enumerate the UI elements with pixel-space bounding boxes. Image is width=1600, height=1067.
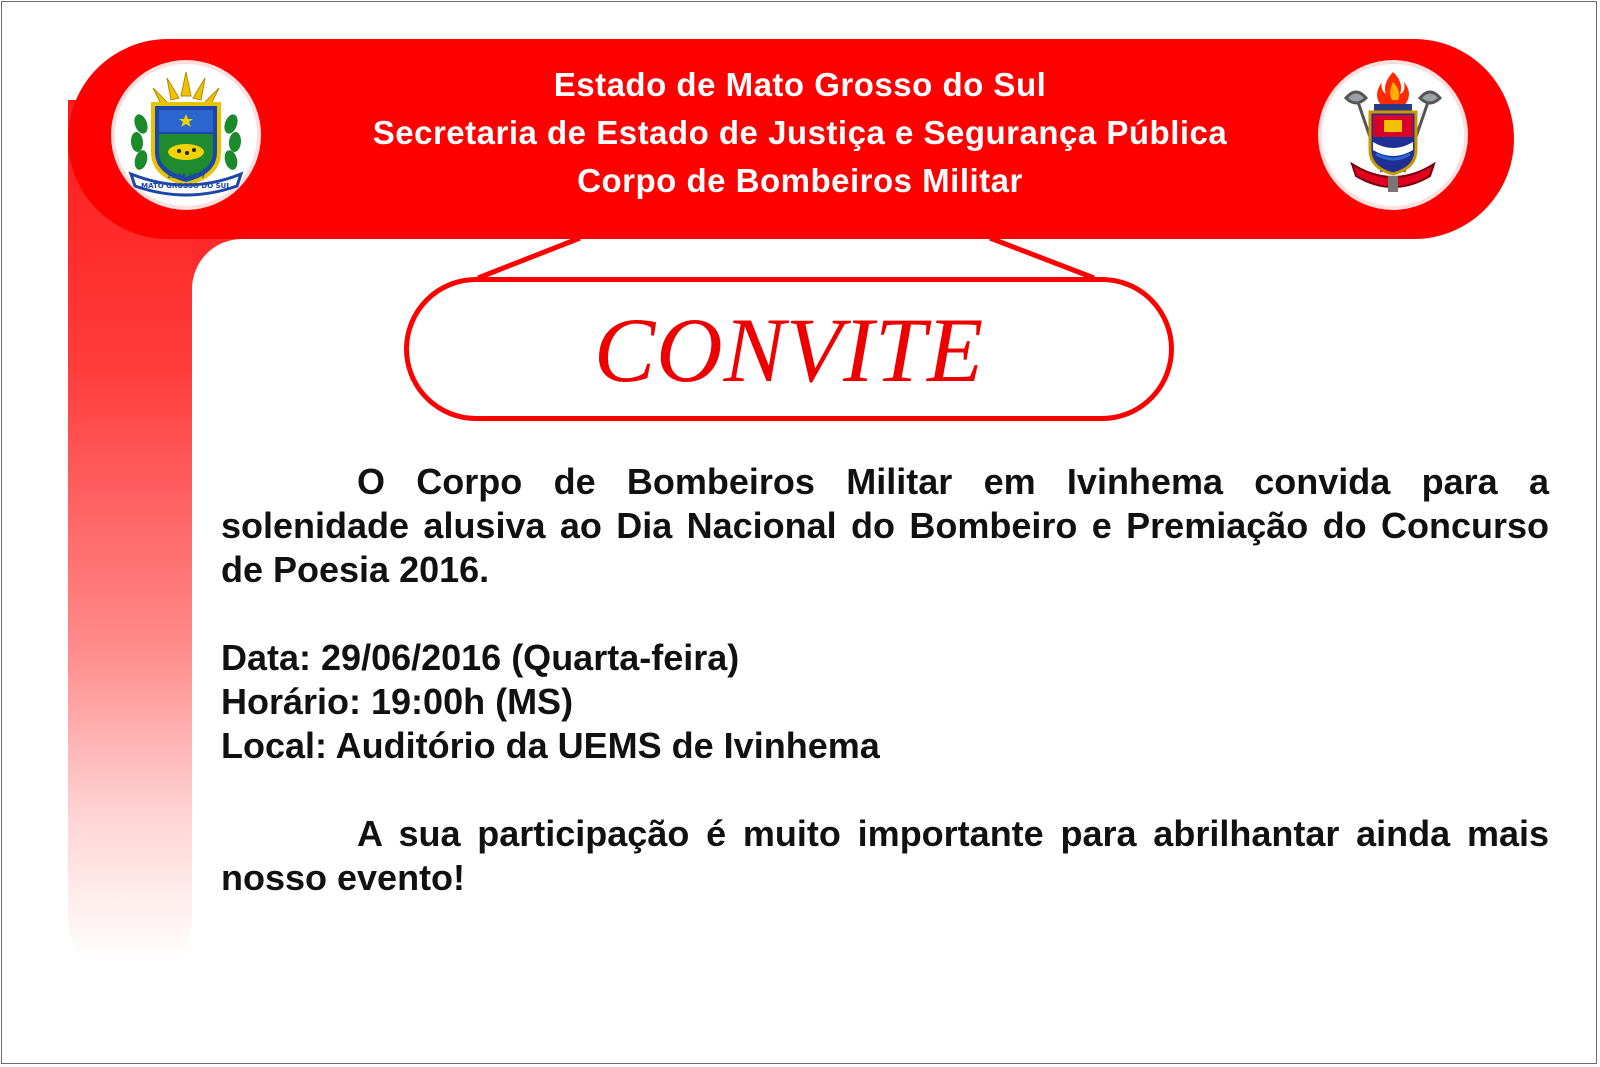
- header-line-state: Estado de Mato Grosso do Sul: [553, 66, 1047, 103]
- event-details: [221, 636, 1549, 768]
- header-line-bombeiros: Corpo de Bombeiros Militar: [577, 162, 1023, 199]
- event-time: Horário: 19:00h (MS): [221, 681, 574, 722]
- invitation-paragraph: O Corpo de Bombeiros Militar em Ivinhema convida para a solenidade alusiva ao Dia Nacional do Bombeiro e Premiação do Concurso de Poesia 2016.: [221, 461, 1549, 590]
- closing-paragraph: A sua participação é muito importante para abrilhantar ainda mais nosso evento!: [221, 813, 1549, 898]
- connector-line-left: [478, 238, 580, 278]
- convite-title: CONVITE: [593, 299, 985, 401]
- seal-ribbon-text: MATO GROSSO DO SUL: [141, 182, 231, 190]
- event-date: Data: 29/06/2016 (Quarta-feira): [221, 637, 740, 678]
- connector-line-right: [990, 238, 1094, 278]
- header-line-secretaria: Secretaria de Estado de Justiça e Segurança Pública: [372, 114, 1228, 151]
- event-location: Local: Auditório da UEMS de Ivinhema: [221, 725, 880, 766]
- seal-date-text: 11 DE 1977: [166, 173, 206, 180]
- convite-title-box: [404, 277, 1174, 421]
